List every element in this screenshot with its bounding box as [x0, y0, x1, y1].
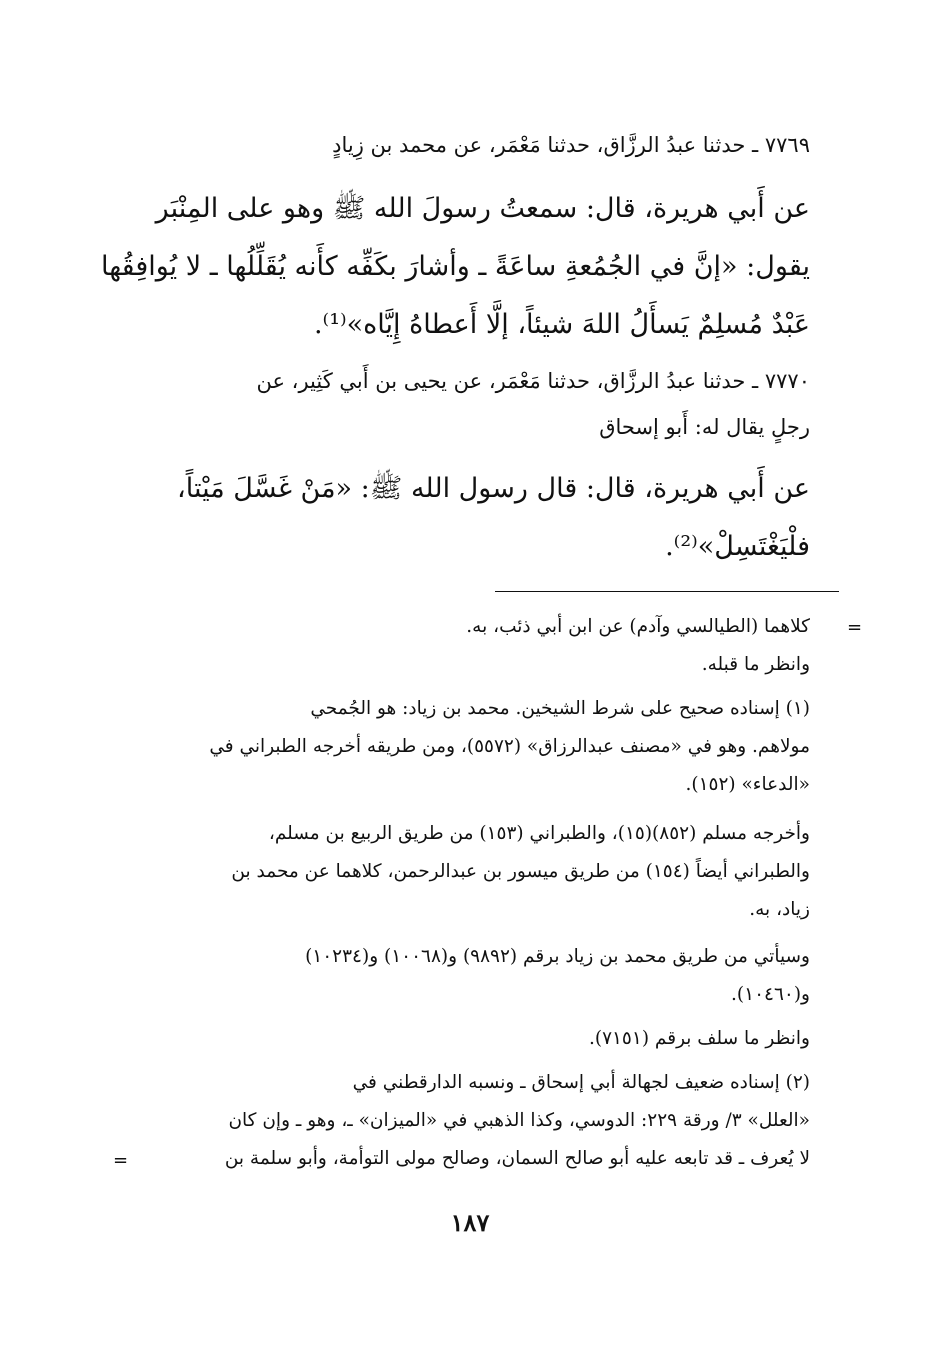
matn-line: فلْيَغْتَسِلْ»⁽²⁾. — [665, 531, 810, 562]
footnote-line: والطبراني أيضاً (١٥٤) من طريق ميسور بن عبدالرحمن، كلاهما عن محمد بن — [231, 861, 810, 882]
matn-line: عن أَبي هريرة، قال: سمعتُ رسولَ الله ﷺ وهو على المِنْبَر — [155, 193, 810, 224]
continues-next-page-mark: = — [113, 1150, 129, 1171]
hadith-7770-text — [135, 460, 810, 576]
footnote-2 — [135, 1064, 810, 1178]
footnote-line: (٢) إسناده ضعيف لجهالة أبي إسحاق ـ ونسبه الدارقطني في — [352, 1072, 810, 1093]
chain-line: ٧٧٦٩ ـ حدثنا عبدُ الرزَّاق، حدثنا مَعْمَر، عن محمد بن زِيادٍ — [332, 133, 810, 157]
footnote-1-paragraph-1 — [135, 690, 810, 804]
matn-line: عن أَبي هريرة، قال: قال رسول الله ﷺ: «مَنْ غَسَّلَ مَيْتاً، — [177, 473, 810, 504]
chain-line: ٧٧٧٠ ـ حدثنا عبدُ الرزَّاق، حدثنا مَعْمَر، عن يحيى بن أَبي كَثِير، عن — [256, 369, 810, 393]
footnote-line: كلاهما (الطيالسي وآدم) عن ابن أبي ذئب، به. — [466, 616, 810, 637]
footnote-1-paragraph-3 — [135, 938, 810, 1014]
footnote-line: (١) إسناده صحيح على شرط الشيخين. محمد بن زياد: هو الجُمحي — [310, 698, 810, 719]
footnote-line: زياد، به. — [749, 899, 810, 920]
page-number: ١٨٧ — [450, 1208, 490, 1237]
footnote-line: وسيأتي من طريق محمد بن زياد برقم (٩٨٩٢) و(١٠٠٦٨) و(١٠٢٣٤) — [305, 946, 810, 967]
footnote-line: «العلل» ٣/ ورقة ٢٢٩: الدوسي، وكذا الذهبي في «الميزان» ـ، وهو ـ وإن كان — [228, 1110, 810, 1131]
footnote-1-paragraph-2 — [135, 815, 810, 929]
footnotes-continued — [135, 608, 810, 684]
continued-from-previous-mark: = — [847, 617, 863, 638]
hadith-7770-chain — [135, 358, 810, 450]
matn-line: يقول: «إنَّ في الجُمُعةِ ساعَةً ـ وأشارَ بكَفِّه كأَنه يُقَلِّلُها ـ لا يُوافِقُها — [101, 251, 810, 282]
footnote-line: مولاهم. وهو في «مصنف عبدالرزاق» (٥٥٧٢)، ومن طريقه أخرجه الطبراني في — [209, 736, 810, 757]
footnote-line: وأخرجه مسلم (٨٥٢)(١٥)، والطبراني (١٥٣) من طريق الربيع بن مسلم، — [268, 823, 810, 844]
footnote-1-paragraph-4 — [135, 1020, 810, 1058]
footnote-line: وانظر ما سلف برقم (٧١٥١). — [588, 1028, 810, 1049]
hadith-7769-text — [101, 180, 810, 354]
footnote-line: و(١٠٤٦٠). — [731, 984, 810, 1005]
footnote-line: وانظر ما قبله. — [701, 654, 810, 675]
footnote-divider — [495, 591, 839, 592]
chain-line: رجلٍ يقال له: أَبو إسحاق — [599, 415, 810, 439]
hadith-7769-chain — [135, 122, 810, 168]
footnote-line: «الدعاء» (١٥٢). — [685, 774, 810, 795]
matn-line: عَبْدٌ مُسلِمٌ يَسأَلُ اللهَ شيئاً، إلَّا أَعطاهُ إِيَّاه»⁽¹⁾. — [313, 309, 810, 340]
footnote-line: لا يُعرف ـ قد تابعه عليه أبو صالح السمان، وصالح مولى التوأمة، وأبو سلمة بن — [224, 1148, 810, 1169]
